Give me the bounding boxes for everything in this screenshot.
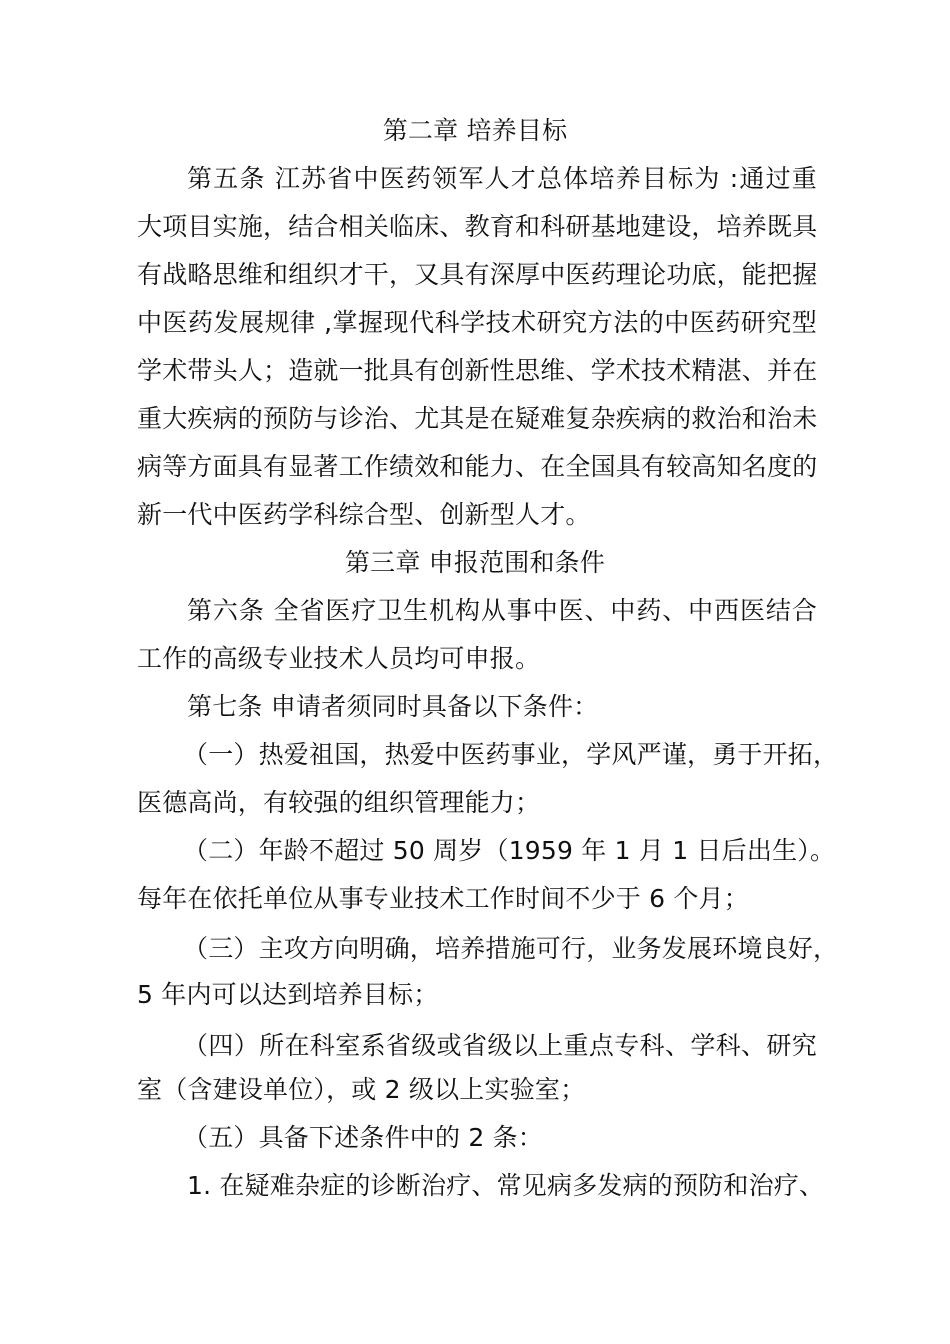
article-5-line: 中医药发展规律 ,掌握现代科学技术研究方法的中医药研究型: [137, 308, 817, 337]
condition-1-line: （一）热爱祖国，热爱中医药事业，学风严谨，勇于开拓，: [183, 740, 839, 769]
condition-3-line: （三）主攻方向明确，培养措施可行，业务发展环境良好，: [183, 934, 839, 963]
article-5-line: 第五条 江苏省中医药领军人才总体培养目标为 :通过重: [187, 164, 817, 193]
article-5-line: 学术带头人；造就一批具有创新性思维、学术技术精湛、并在: [137, 356, 818, 385]
article-5-line: 新一代中医药学科综合型、创新型人才。: [137, 500, 591, 529]
condition-5-sub-1-line: 1. 在疑难杂症的诊断治疗、常见病多发病的预防和治疗、: [187, 1171, 825, 1200]
chapter-2-title: 第二章 培养目标: [382, 116, 568, 145]
condition-1-line: 医德高尚，有较强的组织管理能力；: [137, 788, 541, 817]
article-6-line: 工作的高级专业技术人员均可申报。: [137, 644, 541, 673]
article-5-line: 病等方面具有显著工作绩效和能力、在全国具有较高知名度的: [137, 452, 818, 481]
condition-2-line: 每年在依托单位从事专业技术工作时间不少于 6 个月；: [137, 884, 750, 913]
article-7-intro: 第七条 申请者须同时具备以下条件：: [187, 692, 599, 721]
article-5-line: 重大疾病的预防与诊治、尤其是在疑难复杂疾病的救治和治未: [137, 404, 818, 433]
condition-3-line: 5 年内可以达到培养目标；: [137, 980, 439, 1009]
condition-5-intro: （五）具备下述条件中的 2 条：: [183, 1123, 544, 1152]
article-5-line: 大项目实施，结合相关临床、教育和科研基地建设，培养既具: [137, 212, 818, 241]
chapter-3-title: 第三章 申报范围和条件: [344, 548, 606, 577]
article-6-line: 第六条 全省医疗卫生机构从事中医、中药、中西医结合: [187, 596, 817, 625]
condition-4-line: 室（含建设单位），或 2 级以上实验室；: [137, 1075, 586, 1104]
condition-4-line: （四）所在科室系省级或省级以上重点专科、学科、研究: [183, 1031, 817, 1060]
article-5-line: 有战略思维和组织才干，又具有深厚中医药理论功底，能把握: [137, 260, 818, 289]
condition-2-line: （二）年龄不超过 50 周岁（1959 年 1 月 1 日后出生）。: [183, 836, 836, 865]
